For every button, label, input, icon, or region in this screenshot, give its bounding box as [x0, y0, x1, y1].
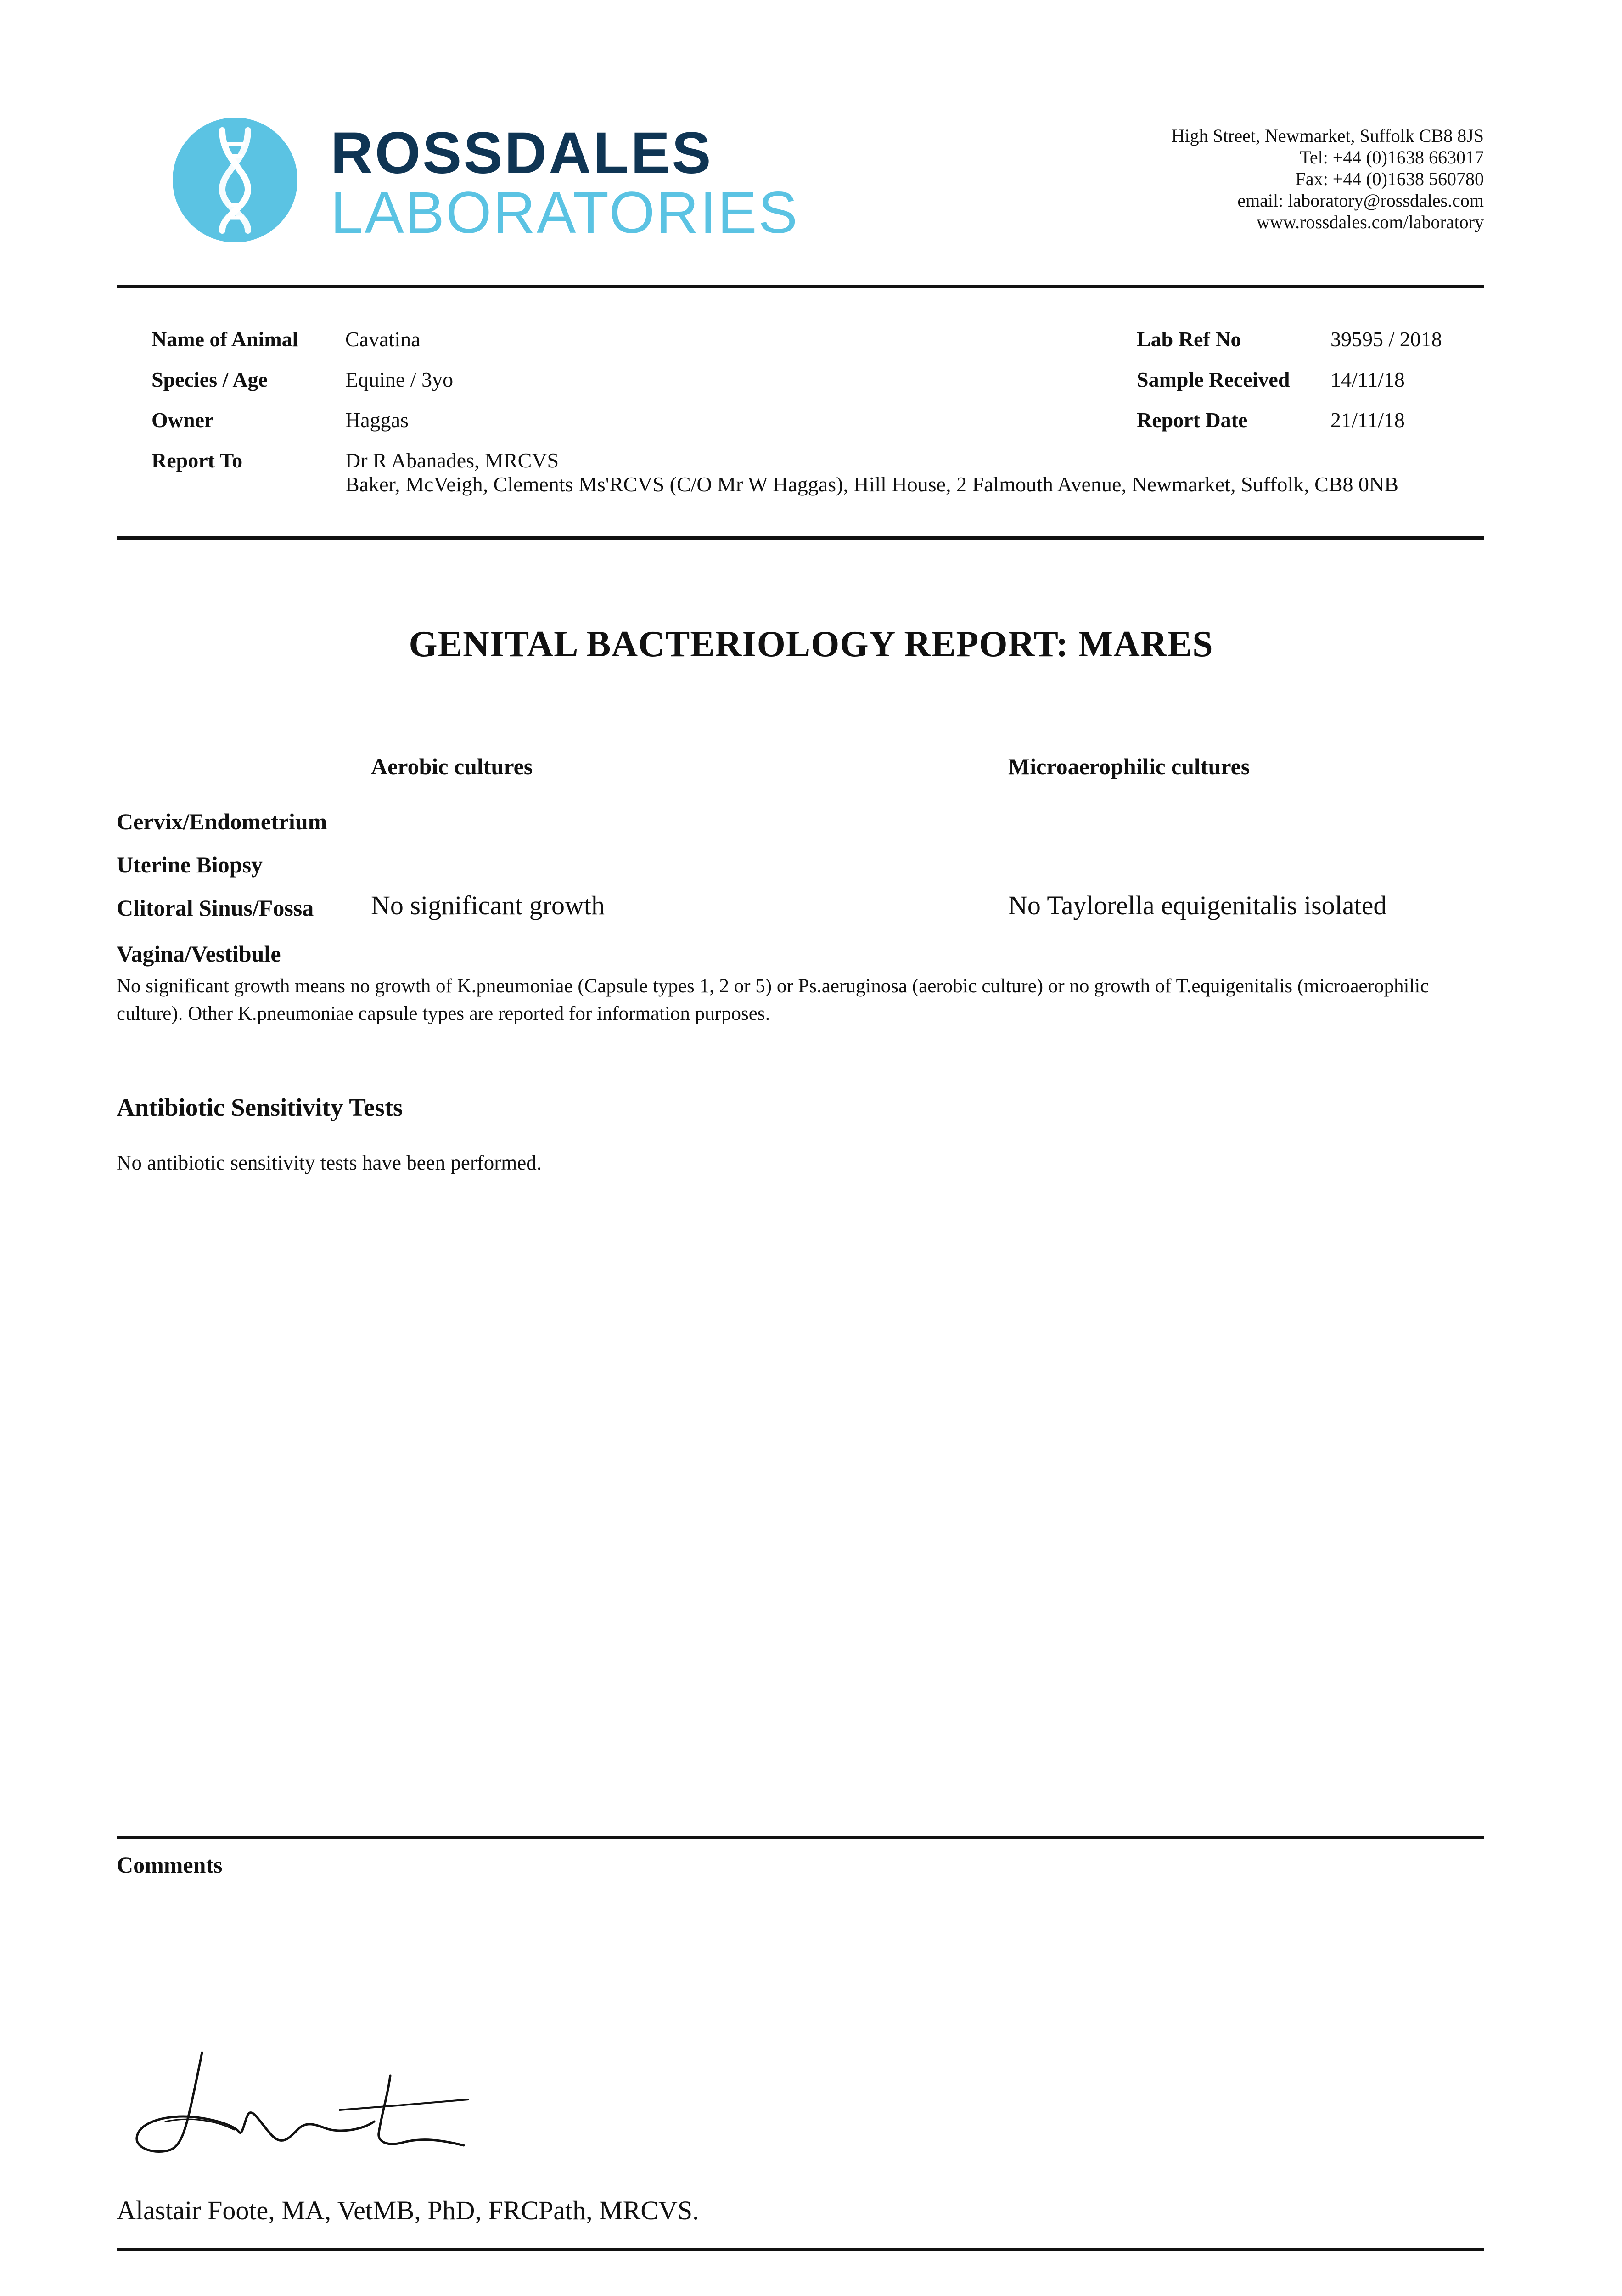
sample-received-value: 14/11/18 — [1330, 368, 1405, 391]
address-line: High Street, Newmarket, Suffolk CB8 8JS — [1171, 125, 1484, 146]
brand-subtitle: LABORATORIES — [331, 180, 799, 246]
signature-image — [124, 2048, 482, 2167]
email: email: laboratory@rossdales.com — [1237, 190, 1484, 211]
fax: Fax: +44 (0)1638 560780 — [1295, 169, 1484, 189]
antibiotic-heading: Antibiotic Sensitivity Tests — [117, 1093, 403, 1121]
lab-ref-value: 39595 / 2018 — [1330, 327, 1442, 351]
antibiotic-text: No antibiotic sensitivity tests have been performed. — [117, 1151, 542, 1174]
owner-label: Owner — [152, 408, 214, 432]
site-label: Clitoral Sinus/Fossa — [117, 895, 314, 921]
report-title: GENITAL BACTERIOLOGY REPORT: MARES — [409, 624, 1213, 664]
comments-heading: Comments — [117, 1852, 223, 1878]
growth-note: No significant growth means no growth of K.pneumoniae (Capsule types 1, 2 or 5) or Ps.aeruginosa (aerobic culture) or no growth of T.equigenitalis (microaerophilic culture). Other K.pneumoniae capsule types are reported for information purposes. — [117, 975, 1429, 1024]
logo — [171, 116, 823, 249]
brand-name: ROSSDALES — [331, 120, 713, 186]
signatory-name: Alastair Foote, MA, VetMB, PhD, FRCPath, MRCVS. — [117, 2195, 699, 2225]
owner-value: Haggas — [345, 408, 409, 432]
species-label: Species / Age — [152, 368, 268, 391]
logo-circle — [173, 118, 297, 242]
report-date-value: 21/11/18 — [1330, 408, 1405, 432]
report-to-address: Baker, McVeigh, Clements Ms'RCVS (C/O Mr W Haggas), Hill House, 2 Falmouth Avenue, Newmarket, Suffolk, CB8 0NB — [345, 473, 1398, 496]
telephone: Tel: +44 (0)1638 663017 — [1300, 147, 1484, 168]
report-to-name: Dr R Abanades, MRCVS — [345, 449, 559, 472]
site-label: Uterine Biopsy — [117, 852, 263, 878]
lab-ref-label: Lab Ref No — [1137, 327, 1241, 351]
microaerophilic-result: No Taylorella equigenitalis isolated — [1008, 890, 1387, 920]
comments-rule — [117, 1836, 1484, 1839]
report-to-label: Report To — [152, 449, 243, 472]
name-label: Name of Animal — [152, 327, 298, 351]
details-rule — [117, 536, 1484, 540]
name-value: Cavatina — [345, 327, 421, 351]
footer-rule — [117, 2248, 1484, 2251]
contact-block — [1172, 125, 1484, 233]
species-value: Equine / 3yo — [345, 368, 454, 391]
report-date-label: Report Date — [1137, 408, 1248, 432]
site-label: Cervix/Endometrium — [117, 809, 327, 834]
dna-logo-icon — [171, 116, 299, 244]
aerobic-heading: Aerobic cultures — [371, 754, 533, 779]
aerobic-result: No significant growth — [371, 890, 605, 920]
header-rule — [117, 285, 1484, 288]
microaerophilic-heading: Microaerophilic cultures — [1008, 754, 1250, 779]
website: www.rossdales.com/laboratory — [1256, 212, 1484, 232]
site-label: Vagina/Vestibule — [117, 941, 281, 967]
sample-received-label: Sample Received — [1137, 368, 1290, 391]
